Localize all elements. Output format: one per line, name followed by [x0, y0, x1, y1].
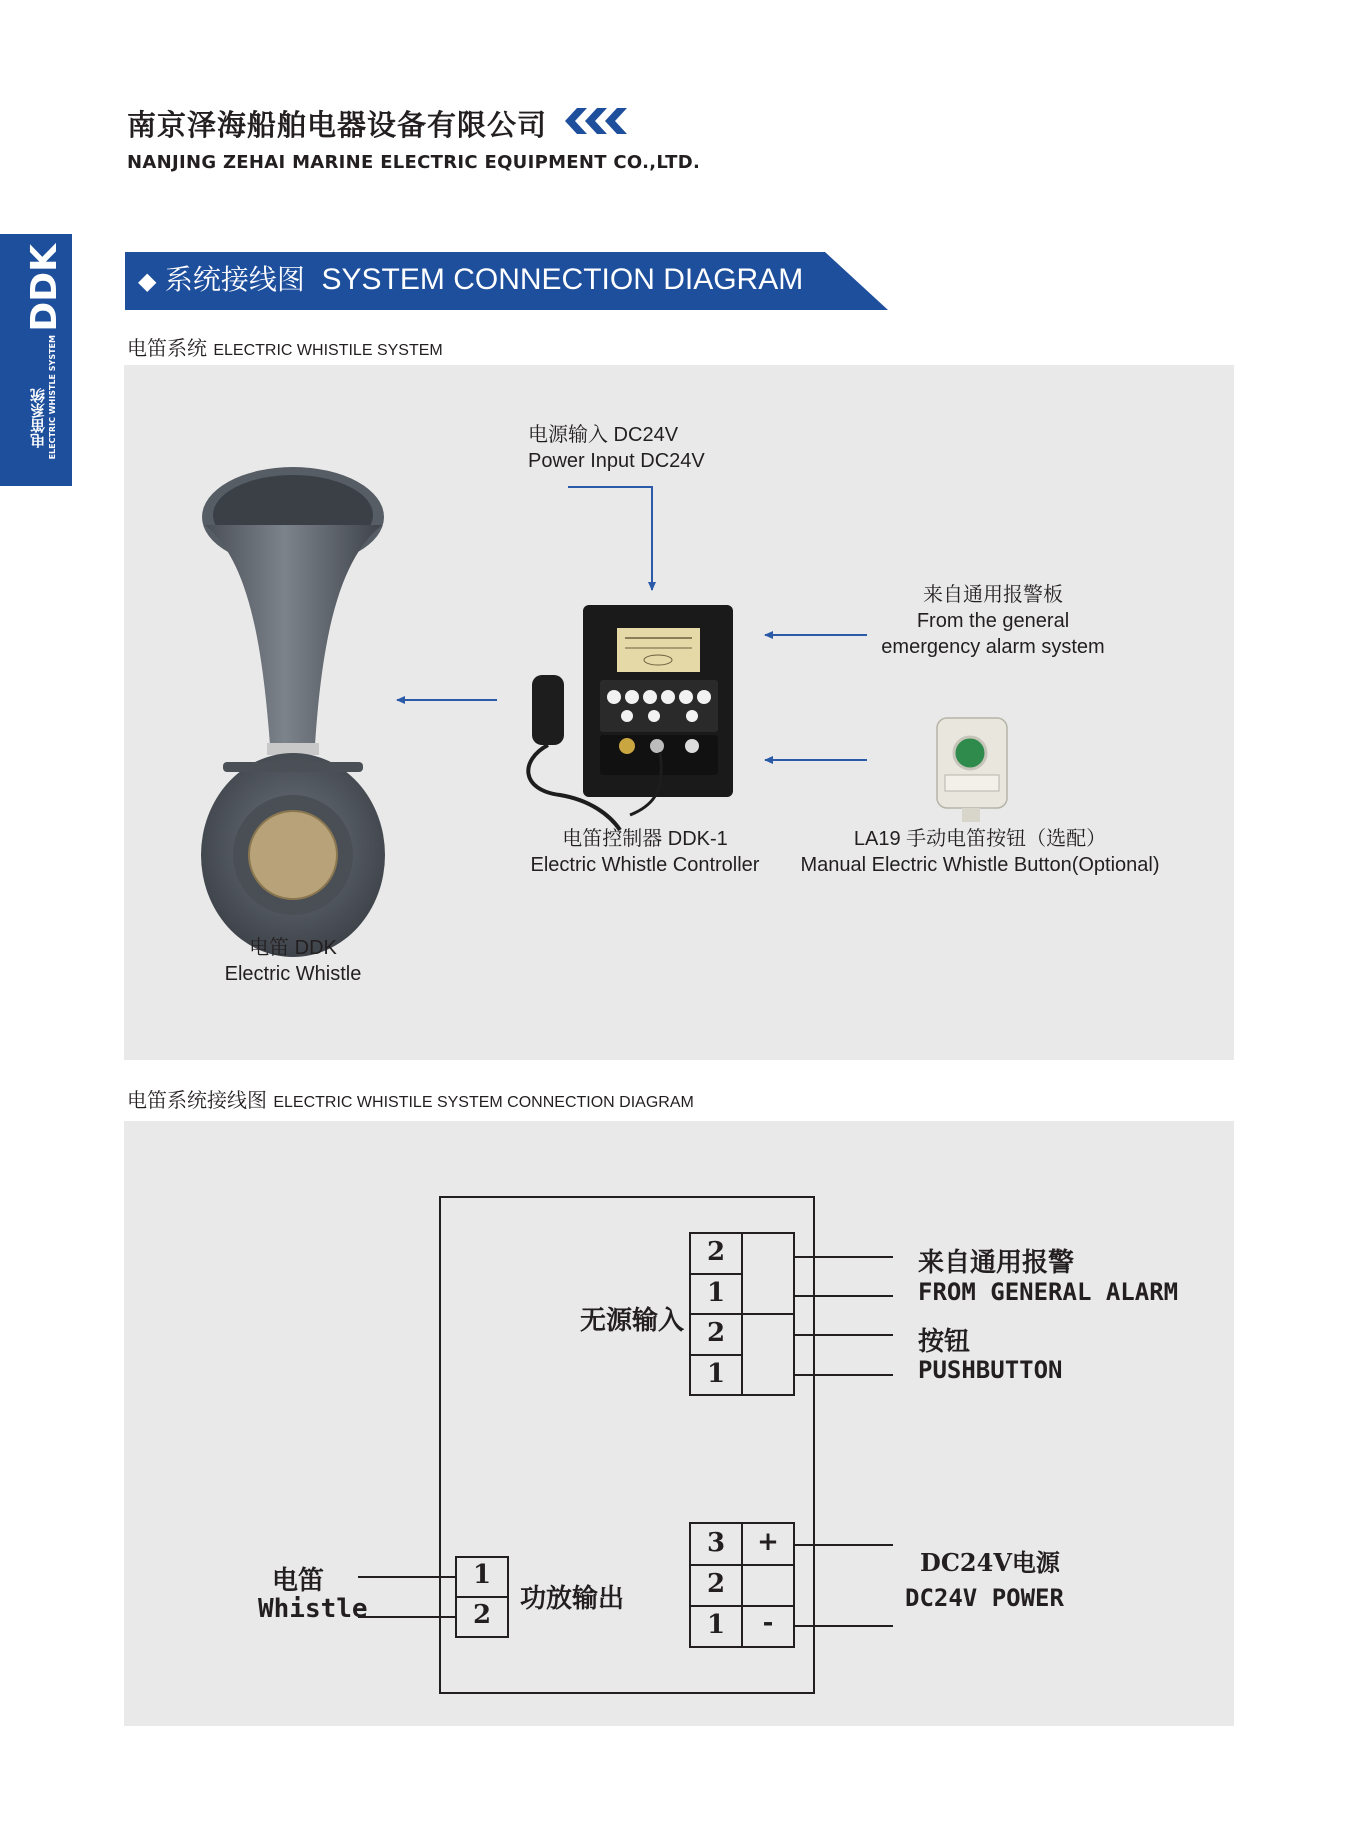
general-alarm-label-en1: From the general	[916, 610, 1070, 632]
company-name-en: NANJING ZEHAI MARINE ELECTRIC EQUIPMENT CO.,LTD.	[127, 152, 701, 173]
passive-input-label: 无源输入	[580, 1306, 685, 1336]
general-alarm-wire-label-cn: 来自通用报警	[918, 1248, 1075, 1278]
power-minus-label: -	[762, 1608, 774, 1638]
power-plus-label: +	[757, 1527, 779, 1557]
side-tab-code: DDK	[24, 244, 65, 332]
side-tab-label-en: ELECTRIC WHISTLE SYSTEM	[48, 335, 57, 460]
input-terminal-label: 2	[706, 1237, 726, 1267]
section2-heading-en: ELECTRIC WHISTILE SYSTEM CONNECTION DIAGRAM	[273, 1094, 694, 1111]
company-name-cn: 南京泽海船舶电器设备有限公司	[127, 108, 548, 142]
section2-heading-cn: 电笛系统接线图	[127, 1088, 267, 1112]
power-input-label-cn: 电源输入 DC24V	[528, 424, 679, 446]
controller-label-en: Electric Whistle Controller	[530, 854, 760, 876]
pushbutton-label-en: Manual Electric Whistle Button(Optional)	[800, 854, 1160, 876]
general-alarm-label-cn: 来自通用报警板	[923, 584, 1063, 606]
power-input-label-en: Power Input DC24V	[528, 450, 705, 472]
whistle-label-cn: 电笛 DDK	[249, 937, 337, 959]
section1-heading-cn: 电笛系统	[127, 336, 207, 360]
input-terminal-label: 1	[706, 1278, 726, 1308]
amp-output-label: 功放输出	[520, 1584, 625, 1614]
side-tab-label-cn: 电笛系统	[29, 388, 47, 448]
diamond-icon: ◆	[138, 268, 157, 295]
banner-title-cn: 系统接线图	[164, 263, 305, 296]
whistle-wire-label-cn: 电笛	[272, 1566, 325, 1596]
banner-title-en: SYSTEM CONNECTION DIAGRAM	[321, 263, 804, 296]
power-terminal-label: 1	[706, 1610, 726, 1640]
whistle-wire-label-en: Whistle	[258, 1594, 368, 1624]
pushbutton-label-cn: LA19 手动电笛按钮（选配）	[853, 828, 1107, 850]
whistle-label-en: Electric Whistle	[224, 963, 362, 985]
amp-terminal-label: 1	[472, 1560, 492, 1590]
power-wire-label-en: DC24V POWER	[905, 1584, 1064, 1612]
section1-heading-en: ELECTRIC WHISTILE SYSTEM	[213, 342, 443, 359]
controller-label-cn: 电笛控制器 DDK-1	[562, 828, 728, 850]
pushbutton-wire-label-en: PUSHBUTTON	[918, 1356, 1063, 1384]
input-terminal-label: 2	[706, 1318, 726, 1348]
general-alarm-wire-label-en: FROM GENERAL ALARM	[918, 1278, 1179, 1306]
general-alarm-label-en2: emergency alarm system	[881, 636, 1105, 658]
power-wire-label-cn: DC24V电源	[920, 1548, 1060, 1577]
power-terminal-label: 3	[706, 1528, 726, 1558]
pushbutton-wire-label-cn: 按钮	[918, 1327, 971, 1357]
input-terminal-label: 1	[706, 1359, 726, 1389]
power-terminal-label: 2	[706, 1569, 726, 1599]
amp-terminal-label: 2	[472, 1600, 492, 1630]
